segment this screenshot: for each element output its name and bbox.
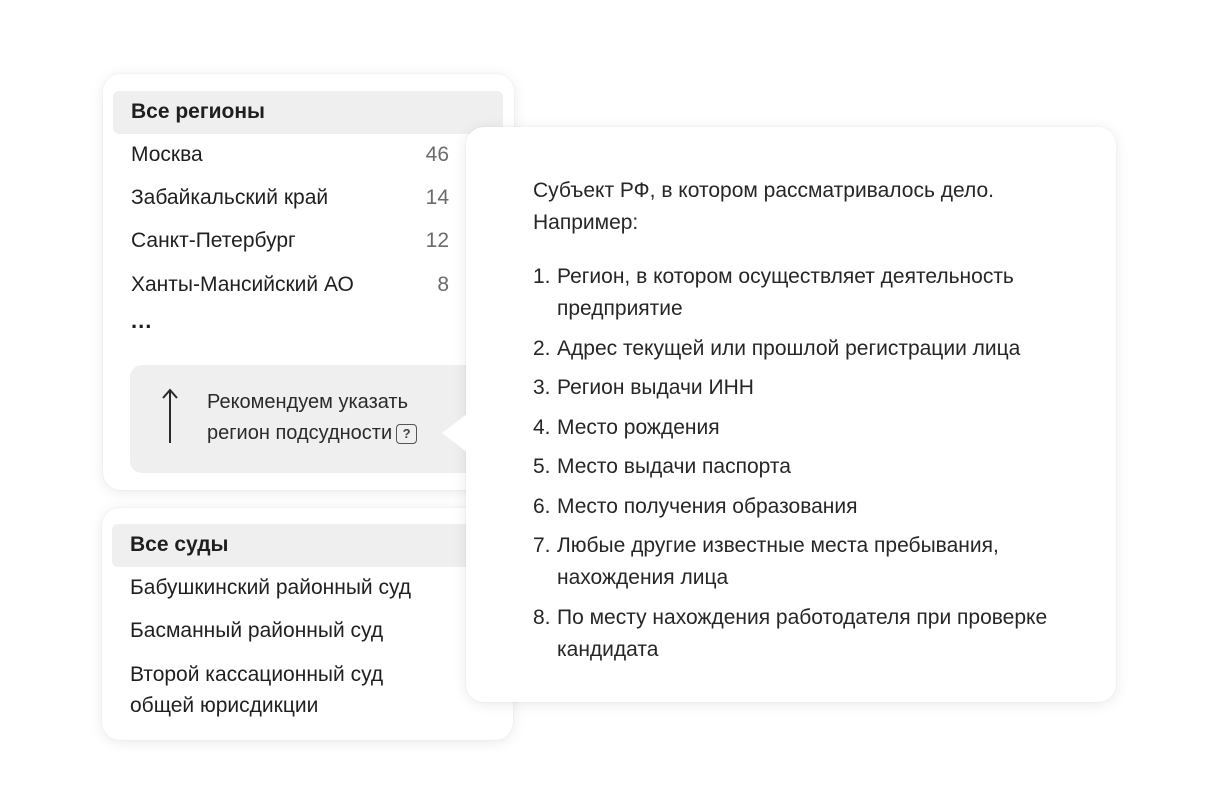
region-name: Санкт-Петербург	[131, 229, 296, 252]
list-number: 6.	[533, 494, 551, 518]
tooltip-intro-line-2: Например:	[533, 211, 639, 234]
list-item-line-1: Адрес текущей или прошлой регистрации лица	[557, 336, 1021, 360]
hint-line-1: Рекомендуем указать	[207, 391, 408, 413]
region-name: Москва	[131, 143, 203, 166]
court-item-line-1: Второй кассационный суд	[130, 663, 384, 686]
tooltip-list-item	[533, 451, 1093, 483]
list-item-line-1: Любые другие известные места пребывания,	[557, 534, 999, 557]
region-count: 46	[425, 143, 449, 166]
region-name: Забайкальский край	[131, 186, 329, 209]
court-item-line-2: общей юрисдикции	[130, 694, 319, 717]
list-number: 2.	[533, 336, 551, 360]
list-number: 4.	[533, 415, 551, 439]
tooltip-list-item	[533, 372, 1093, 404]
region-item[interactable]	[131, 265, 449, 305]
tooltip-list-item	[533, 261, 1093, 325]
hint-line-2-text: регион подсудности	[207, 422, 393, 444]
list-number: 5.	[533, 455, 551, 478]
tooltip-list-item	[533, 602, 1093, 666]
region-count: 8	[437, 273, 449, 296]
region-item[interactable]	[131, 178, 449, 218]
courts-filter-panel	[102, 508, 513, 740]
region-item[interactable]	[131, 135, 449, 175]
all-regions-option[interactable]: Все регионы	[113, 91, 503, 134]
list-item-line-1: Место выдачи паспорта	[557, 455, 791, 478]
list-item-line-2: предприятие	[557, 297, 683, 320]
list-number: 1.	[533, 265, 551, 288]
list-item-line-1: Регион выдачи ИНН	[557, 376, 754, 399]
list-number: 8.	[533, 605, 551, 629]
list-item-line-1: По месту нахождения работодателя при проверке	[557, 605, 1048, 629]
list-item-line-1: Регион, в котором осуществляет деятельность	[557, 265, 1014, 288]
list-item-line-1: Место получения образования	[557, 494, 858, 518]
list-item-line-1: Место рождения	[557, 415, 720, 439]
region-count: 14	[425, 186, 449, 209]
all-courts-option[interactable]: Все суды	[112, 524, 502, 567]
tooltip-examples-list	[533, 261, 1093, 673]
tooltip-list-item	[533, 530, 1093, 594]
region-count: 12	[425, 229, 449, 252]
court-item[interactable]: Басманный районный суд	[130, 619, 384, 642]
arrow-up-icon	[160, 387, 180, 445]
tooltip-list-item	[533, 333, 1093, 365]
list-number: 3.	[533, 376, 551, 399]
tooltip-list-item	[533, 491, 1093, 523]
region-name: Ханты-Мансийский АО	[131, 273, 354, 296]
tooltip-pointer	[440, 413, 468, 453]
region-help-tooltip	[466, 127, 1116, 702]
tooltip-intro-line-1: Субъект РФ, в котором рассматривалось дело.	[533, 179, 994, 202]
region-item[interactable]	[131, 221, 449, 261]
list-number: 7.	[533, 534, 551, 557]
list-item-line-2: нахождения лица	[557, 566, 729, 589]
question-mark-icon[interactable]: ?	[396, 424, 417, 444]
court-item[interactable]	[130, 659, 470, 721]
list-item-line-2: кандидата	[557, 637, 659, 661]
court-item[interactable]: Бабушкинский районный суд	[130, 576, 412, 599]
more-regions-ellipsis[interactable]: ...	[131, 308, 153, 333]
tooltip-list-item	[533, 412, 1093, 444]
tooltip-intro	[533, 175, 1073, 239]
